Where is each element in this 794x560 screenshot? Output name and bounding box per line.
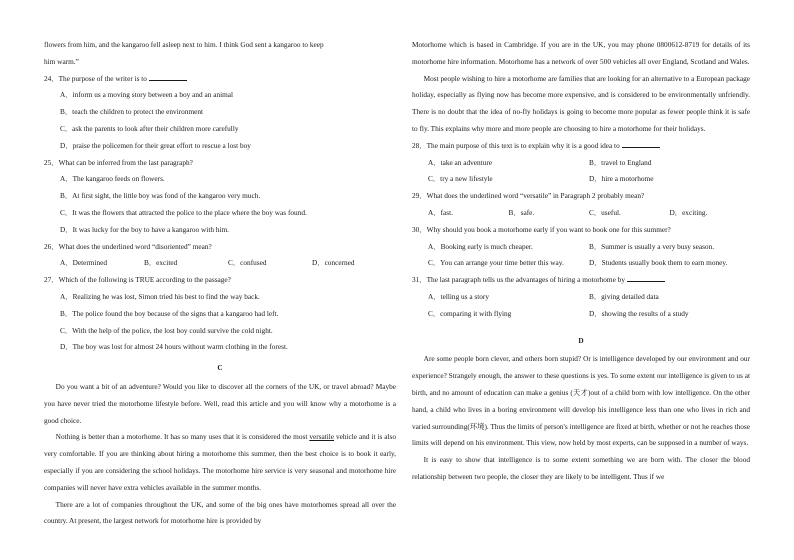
passage-d-paragraph-2: It is easy to show that intelligence is to some extent something we are born with. The closer the blood relationship between two people, the closer they are likely to be intelligent. Thus if we xyxy=(412,455,750,481)
q28-options-ab xyxy=(412,155,750,172)
question-24 xyxy=(44,71,396,88)
q28-option-b: B．travel to England xyxy=(589,157,652,167)
passage-c-paragraph-2-end: vehicle and it is also very comfortable. If you are thinking about hiring a motorhome this summer, then the best choice is to book it early, especially if you are considering the school holidays. The motorhome hire service is very seasonal and motorhome hire companies will never have extra vehicles available in the summer months. xyxy=(44,432,396,492)
q25-option-b: B．At first sight, the little boy was fond of the kangaroo very much. xyxy=(60,191,261,201)
passage-c-paragraph-1: Do you want a bit of an adventure? Would you like to discover all the corners of the UK, or travel abroad? Maybe you have never tried the motorhome lifestyle before. Well, read this article and you will know why a motorhome is a good choice. xyxy=(44,381,396,425)
q31-option-a: A．telling us a story xyxy=(428,291,490,301)
question-25: 25．What can be inferred from the last paragraph? xyxy=(44,157,193,167)
q26-option-b: B．excited xyxy=(144,258,178,268)
passage-b-ending-line-2: him warm.” xyxy=(44,56,79,66)
q27-option-b: B．The police found the boy because of the signs that a kangaroo had left. xyxy=(60,308,279,318)
q29-option-c: C．useful. xyxy=(589,207,621,217)
question-27: 27．Which of the following is TRUE according to the passage? xyxy=(44,275,231,285)
passage-d-paragraph-1: Are some people born clever, and others born stupid? Or is intelligence developed by our environment and our experience? Strangely enough, the answer to these questions is yes. To some extent our intelligence is given to us at birth, and no amount of education can make a genius (天才)out of a child born with low intelligence. On the other hand, a child who lives in a boring environment will develop his intelligence less than one who lives in rich and varied surrounding(环境). Thus the limits of person's intelligence are fixed at birth, whether or not he reaches those limits will depend on his environment. This view, now held by most experts, can be supposed in a number of ways. xyxy=(412,354,750,448)
passage-b-ending-line-1: flowers from him, and the kangaroo fell asleep next to him. I think God sent a kangaroo to keep xyxy=(44,40,324,49)
right-column xyxy=(412,37,750,486)
q30-option-c: C．You can arrange your time better this way. xyxy=(428,258,564,268)
passage-c-paragraph-2 xyxy=(44,429,396,496)
q30-option-b: B．Summer is usually a very busy season. xyxy=(589,241,715,251)
passage-c-paragraph-2-start: Nothing is better than a motorhome. It has so many uses that it is considered the most xyxy=(55,432,310,442)
q30-option-d: D．Students usually book them to earn money. xyxy=(589,258,728,268)
q31-options-ab xyxy=(412,289,750,306)
q28-option-a: A．take an adventure xyxy=(428,157,493,167)
q28-options-cd xyxy=(412,171,750,188)
q28-option-c: C．try a new lifestyle xyxy=(428,174,493,184)
q25-option-a: A．The kangaroo feeds on flowers. xyxy=(60,174,165,184)
q29-option-d: D．exciting. xyxy=(669,207,708,217)
q24-option-c: C．ask the parents to look after their children more carefully xyxy=(60,123,239,133)
answer-blank xyxy=(149,72,187,81)
q31-option-d: D．showing the results of a study xyxy=(589,308,689,318)
underlined-word-versatile: versatile xyxy=(309,432,335,442)
q29-options xyxy=(412,205,750,222)
passage-c-paragraph-3: There are a lot of companies throughout the UK, and some of the big ones have motorhomes spread all over the country. At present, the largest network for motorhome hire is provided by xyxy=(44,499,396,526)
passage-c-paragraph-4: Most people wishing to hire a motorhome are families that are looking for an alternative to a European package holiday, especially as flying now has become more expensive, and is considered to be environmentally unfriendly. There is no doubt that the idea of no-fly holidays is going to become more popular as fewer people think it is safe to fly. This explains why more and more people are choosing to hire a motorhome for their holidays. xyxy=(412,73,750,133)
question-26: 26．What does the underlined word “disoriented” mean? xyxy=(44,241,212,251)
question-24-stem: 24．The purpose of the writer is to xyxy=(44,73,147,83)
q30-options-cd xyxy=(412,255,750,272)
q30-option-a: A．Booking early is much cheaper. xyxy=(428,241,533,251)
q24-option-d: D．praise the policemen for their great effort to rescue a lost boy xyxy=(60,140,251,150)
q26-option-d: D．concerned xyxy=(312,258,355,268)
question-29: 29．What does the underlined word “versatile” in Paragraph 2 probably mean? xyxy=(412,191,645,201)
answer-blank xyxy=(627,273,665,282)
q26-option-c: C．confused xyxy=(228,258,267,268)
q29-option-b: B．safe. xyxy=(508,207,535,217)
question-31 xyxy=(412,272,750,289)
question-28 xyxy=(412,138,750,155)
question-30: 30．Why should you book a motorhome early if you want to book one for this summer? xyxy=(412,224,671,234)
q28-option-d: D．hire a motorhome xyxy=(589,174,654,184)
section-c-heading: C xyxy=(217,363,223,373)
q31-option-b: B．giving detailed data xyxy=(589,291,659,301)
q29-option-a: A．fast. xyxy=(428,207,453,217)
question-31-stem: 31．The last paragraph tells us the advantages of hiring a motorhome by xyxy=(412,275,625,285)
q26-options xyxy=(44,255,396,272)
left-column xyxy=(44,37,396,530)
section-d-heading: D xyxy=(578,335,584,345)
q27-option-a: A．Realizing he was lost, Simon tried his best to find the way back. xyxy=(60,291,260,301)
q25-option-d: D．It was lucky for the boy to have a kangaroo with him. xyxy=(60,224,230,234)
q31-option-c: C．comparing it with flying xyxy=(428,308,512,318)
q25-option-c: C．It was the flowers that attracted the police to the place where the boy was found. xyxy=(60,207,307,217)
q24-option-b: B．teach the children to protect the environment xyxy=(60,107,204,117)
q30-options-ab xyxy=(412,239,750,256)
passage-c-paragraph-3-cont: Motorhome which is based in Cambridge. If you are in the UK, you may phone 0800612-8719 for details of its motorhome hire information. Motorhome has a network of over 500 vehicles all over England, Scotland and Wales. xyxy=(412,40,750,66)
question-28-stem: 28．The main purpose of this text is to explain why it is a good idea to xyxy=(412,140,620,150)
q31-options-cd xyxy=(412,306,750,323)
q26-option-a: A．Determined xyxy=(60,258,108,268)
q27-option-d: D．The boy was lost for almost 24 hours without warm clothing in the forest. xyxy=(60,342,288,352)
q24-option-a: A．inform us a moving story between a boy and an animal xyxy=(60,90,234,100)
q27-option-c: C．With the help of the police, the lost boy could survive the cold night. xyxy=(60,325,273,335)
answer-blank xyxy=(622,139,660,148)
